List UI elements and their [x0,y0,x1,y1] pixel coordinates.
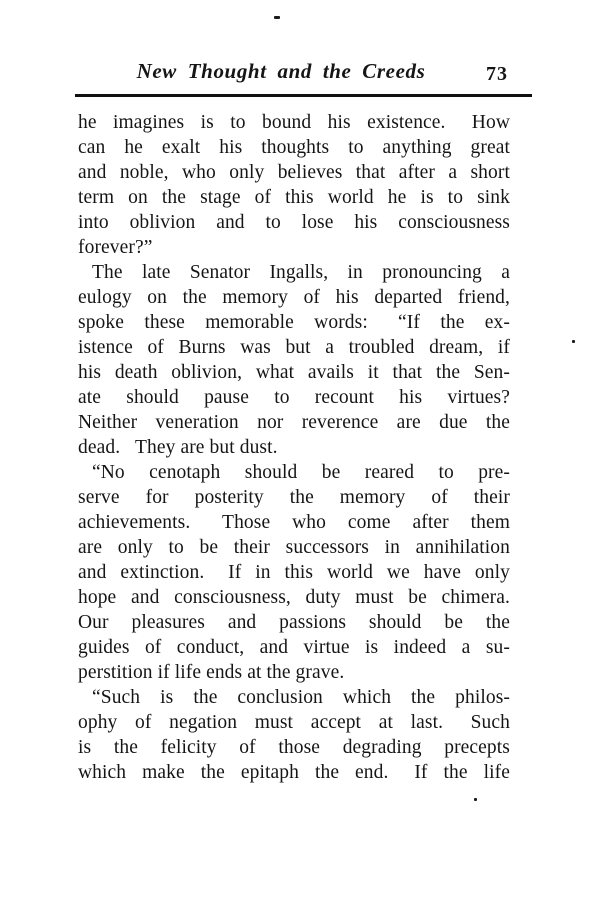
text-line: Neither veneration nor reverence are due the [78,412,510,433]
text-line: perstition if life ends at the grave. [78,662,345,683]
text-line: are only to be their successors in annihilation [78,537,510,558]
text-line: he imagines is to bound his existence. How [78,112,510,133]
text-line: ophy of negation must accept at last. Such [78,712,510,733]
scan-speck [274,16,280,19]
text-line: which make the epitaph the end. If the life [78,762,510,783]
body-text [78,110,510,785]
text-line: forever?” [78,237,153,258]
text-line: Our pleasures and passions should be the [78,612,510,633]
running-title: New Thought and the Creeds [136,59,426,83]
text-line: into oblivion and to lose his consciousness [78,212,510,233]
text-line: spoke these memorable words: “If the ex- [78,312,510,333]
text-line: term on the stage of this world he is to sink [78,187,510,208]
text-line: istence of Burns was but a troubled dream, if [78,337,510,358]
text-line: hope and consciousness, duty must be chimera. [78,587,510,608]
text-line: is the felicity of those degrading precepts [78,737,510,758]
text-line: dead. They are but dust. [78,437,278,458]
text-line: “No cenotaph should be reared to pre- [92,462,510,483]
header-rule [75,94,532,97]
text-line: eulogy on the memory of his departed friend, [78,287,510,308]
scan-speck [474,798,477,801]
text-line: The late Senator Ingalls, in pronouncing a [92,262,510,283]
text-line: ate should pause to recount his virtues? [78,387,510,408]
text-line: guides of conduct, and virtue is indeed a su- [78,637,510,658]
text-line: serve for posterity the memory of their [78,487,510,508]
text-line: achievements. Those who come after them [78,512,510,533]
text-line: can he exalt his thoughts to anything great [78,137,510,158]
text-line: his death oblivion, what avails it that the Sen- [78,362,510,383]
scan-speck [572,340,575,343]
page-number: 73 [486,63,508,85]
text-line: and extinction. If in this world we have only [78,562,510,583]
page-header [78,59,510,87]
text-line: “Such is the conclusion which the philos- [92,687,510,708]
text-line: and noble, who only believes that after a short [78,162,510,183]
